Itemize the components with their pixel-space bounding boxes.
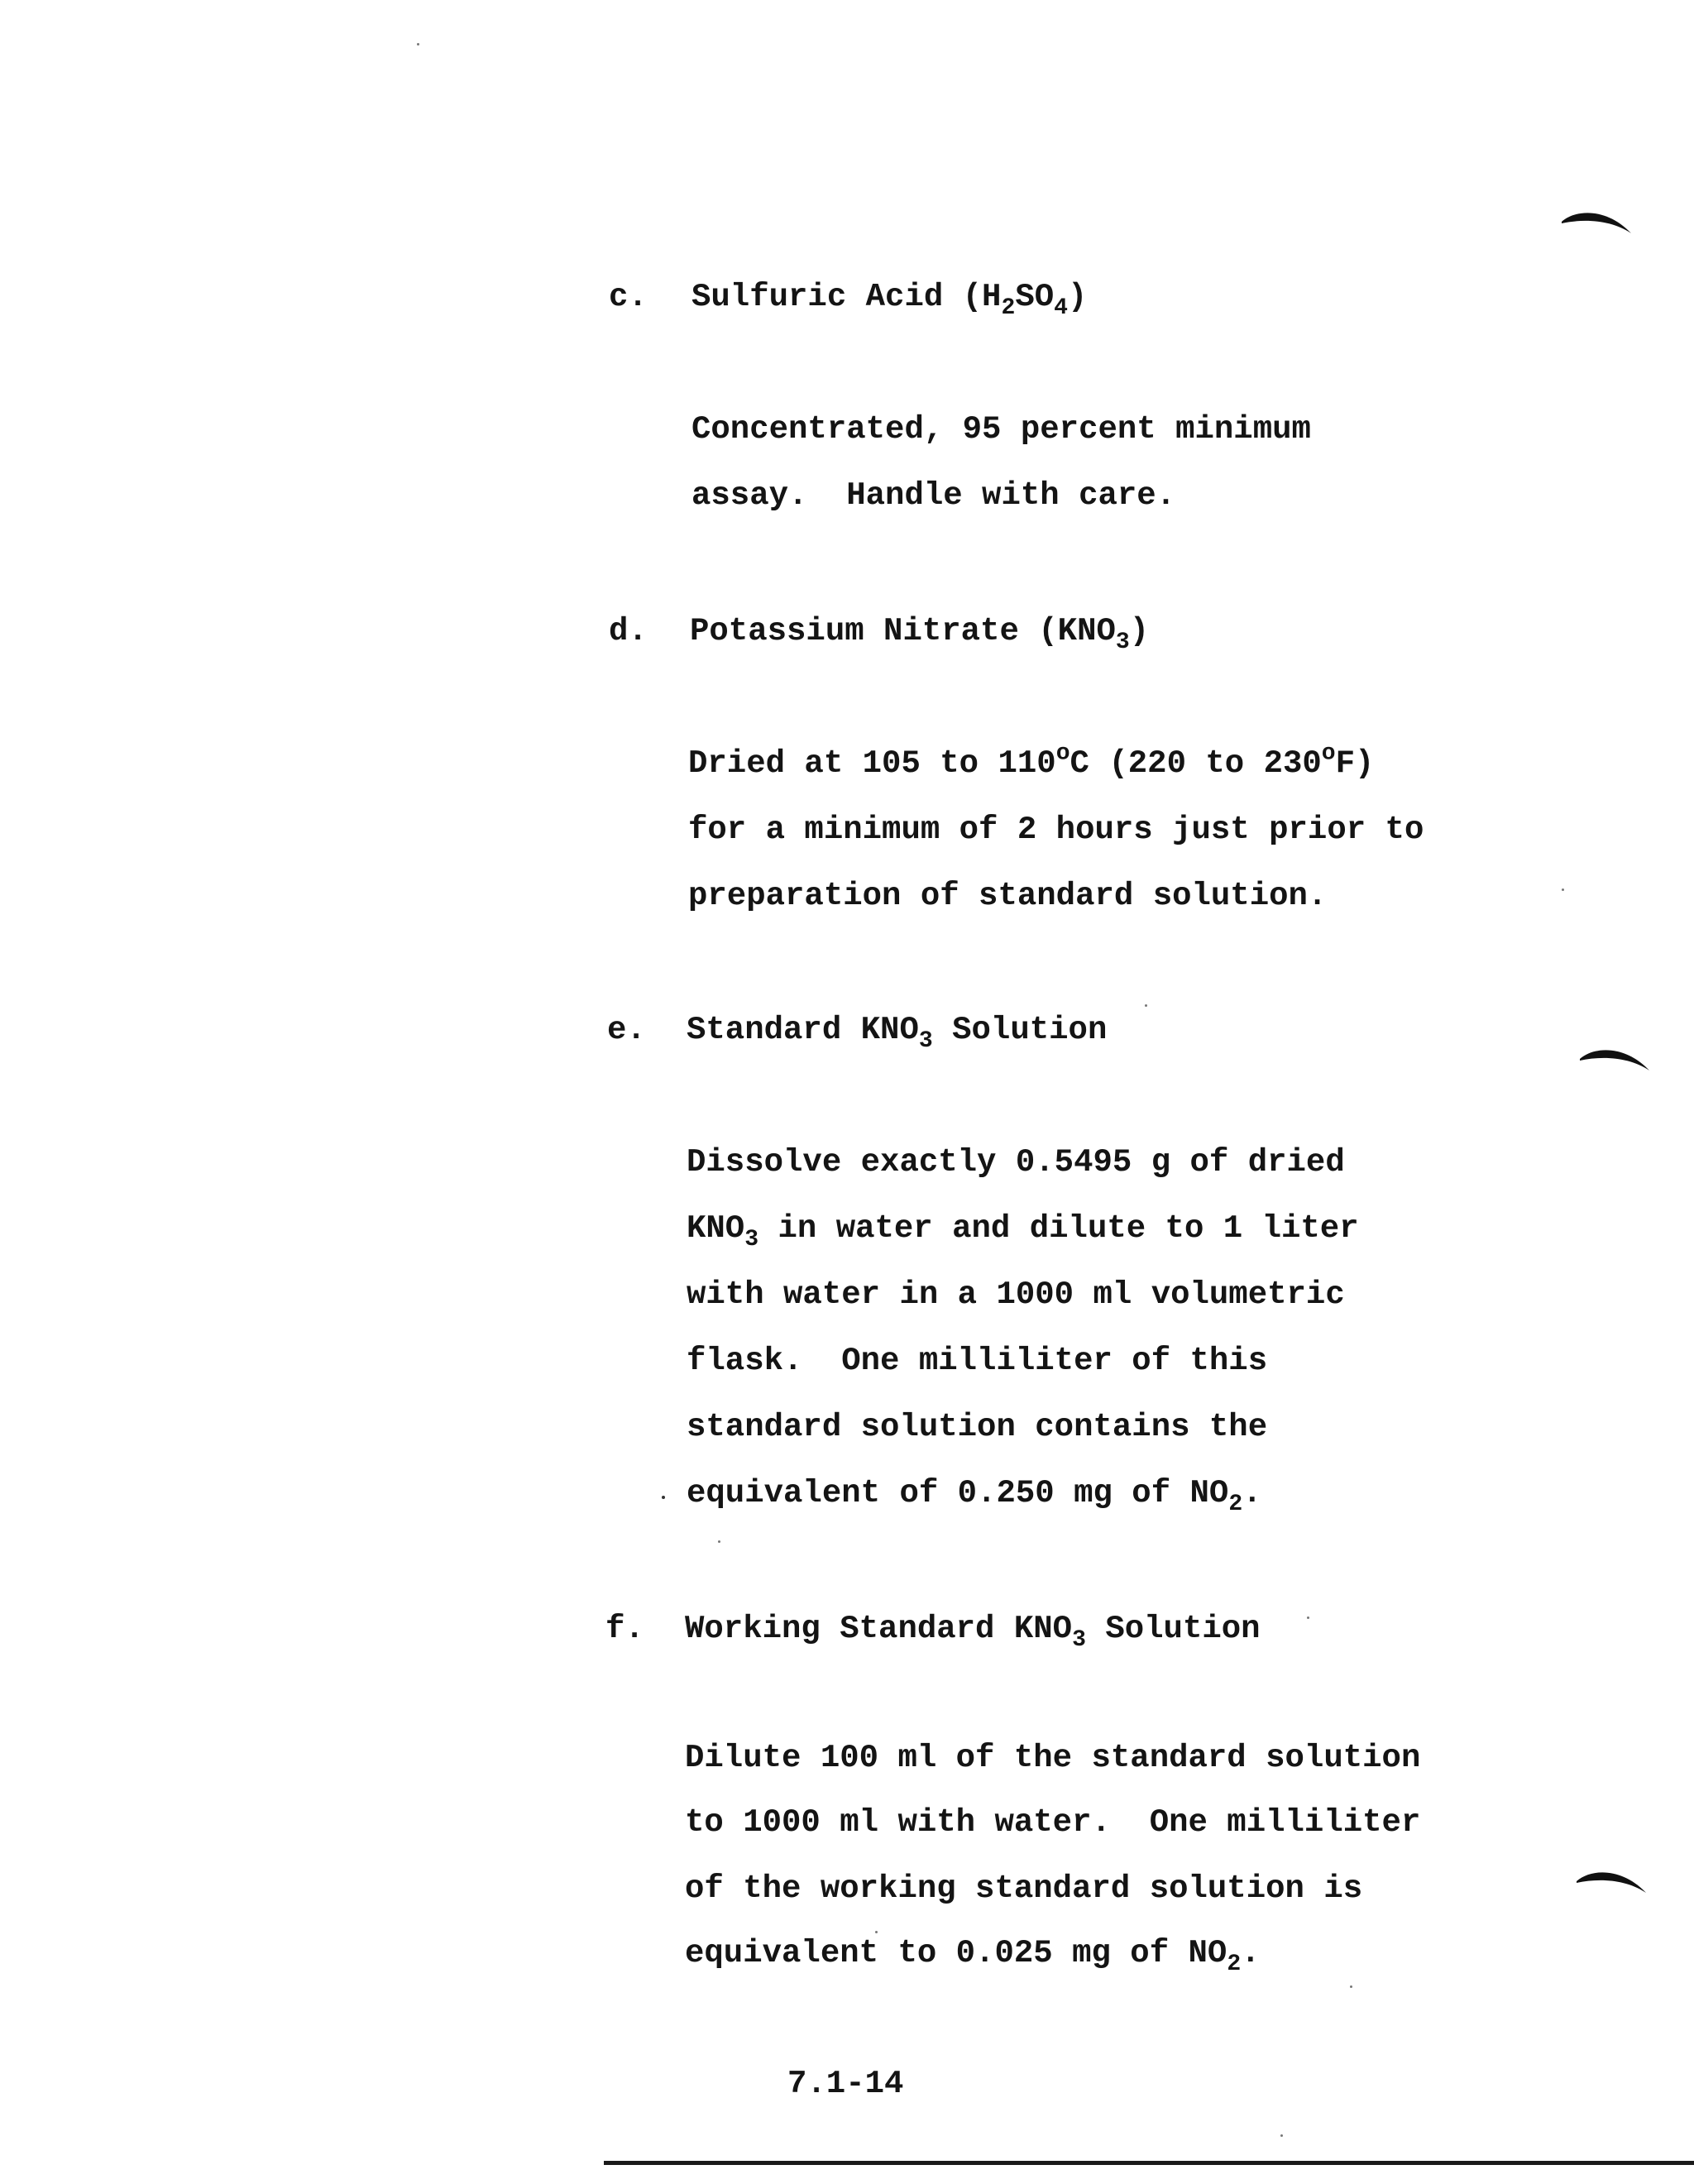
body-line: to 1000 ml with water. One milliliter xyxy=(685,1804,1421,1841)
heading-working-standard-kno3-solution: Working Standard $KNO_3$ Solution xyxy=(685,1611,1261,1653)
body-line: of the working standard solution is xyxy=(685,1870,1363,1907)
body-line: $KNO_3$ in water and dilute to 1 liter xyxy=(687,1210,1359,1252)
scan-speck xyxy=(1307,1616,1309,1619)
bottom-rule xyxy=(604,2161,1694,2165)
body-line: flask. One milliliter of this xyxy=(687,1343,1268,1379)
heading-potassium-nitrate: Potassium Nitrate $(KNO_3)$ xyxy=(690,613,1150,655)
body-line: Dilute 100 ml of the standard solution xyxy=(685,1740,1421,1776)
scan-speck xyxy=(1562,888,1564,891)
body-line: Concentrated, 95 percent minimum xyxy=(691,411,1311,448)
page-number: 7.1-14 xyxy=(787,2066,904,2102)
body-line: equivalent to 0.025 mg of $NO_2$. xyxy=(685,1935,1261,1977)
heading-standard-kno3-solution: Standard $KNO_3$ Solution xyxy=(687,1012,1108,1054)
body-line: preparation of standard solution. xyxy=(688,878,1328,914)
item-marker-d: d. xyxy=(609,613,648,649)
item-marker-f: f. xyxy=(605,1611,644,1647)
heading-sulfuric-acid: Sulfuric Acid $(H_2SO_4)$ xyxy=(691,279,1088,321)
body-line: with water in a 1000 ml volumetric xyxy=(687,1276,1345,1313)
punch-hole-mark xyxy=(1560,205,1634,243)
body-line: standard solution contains the xyxy=(687,1409,1268,1445)
scan-speck xyxy=(662,1496,665,1499)
body-line: Dissolve exactly 0.5495 g of dried xyxy=(687,1144,1345,1181)
scan-speck xyxy=(1145,1004,1147,1007)
item-marker-e: e. xyxy=(607,1012,646,1048)
item-marker-c: c. xyxy=(609,279,648,315)
punch-hole-mark xyxy=(1578,1042,1653,1080)
scan-speck xyxy=(417,43,419,46)
body-line: equivalent of 0.250 mg of $NO_2$. xyxy=(687,1475,1262,1517)
punch-hole-mark xyxy=(1575,1865,1649,1903)
body-line: Dried at 105 to 110$^o$C (220 to 230$^o$F) xyxy=(688,740,1375,782)
scan-speck xyxy=(1280,2134,1283,2137)
body-line: for a minimum of 2 hours just prior to xyxy=(688,812,1424,848)
scan-speck xyxy=(875,1931,878,1933)
body-line: assay. Handle with care. xyxy=(691,477,1176,514)
scan-speck xyxy=(718,1540,720,1543)
scan-speck xyxy=(1350,1985,1352,1988)
